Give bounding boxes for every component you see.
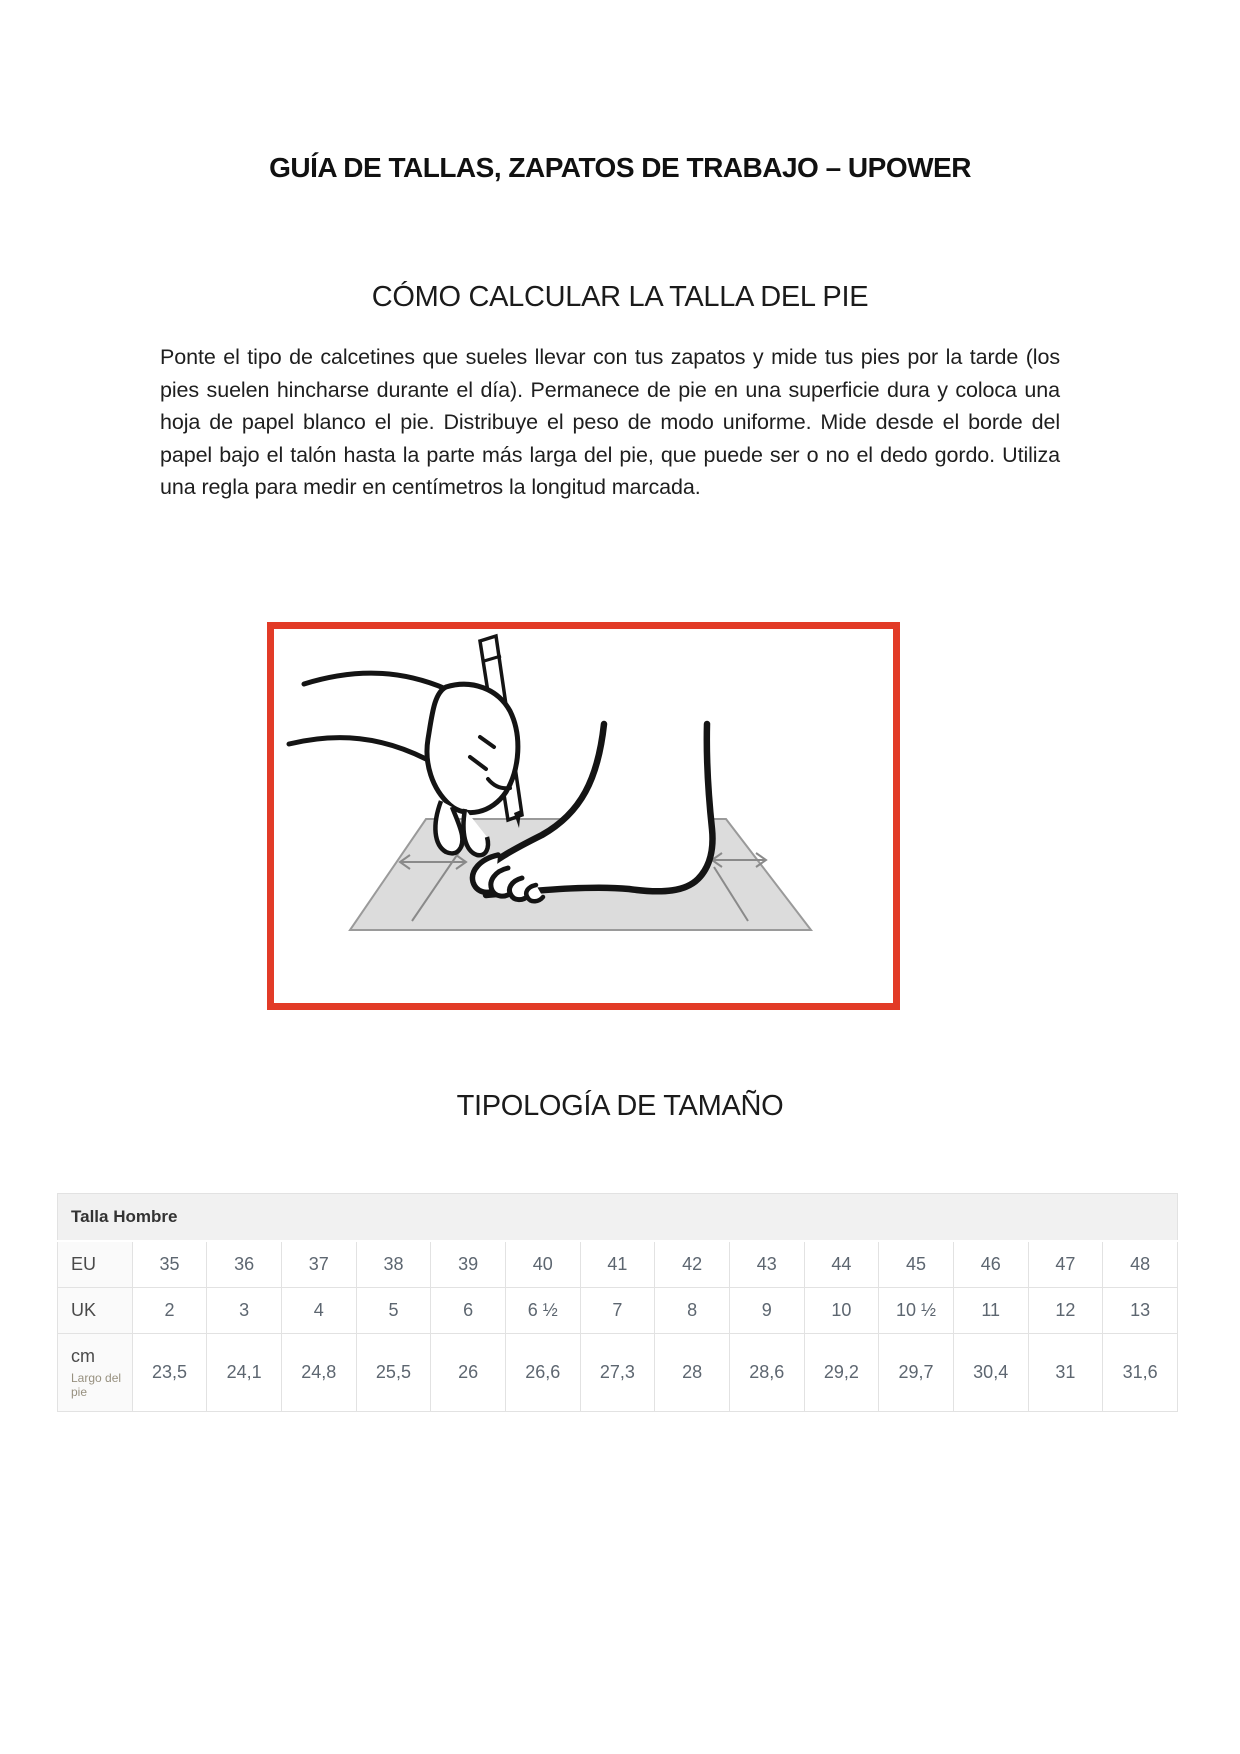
size-cell: 28 <box>655 1334 730 1412</box>
size-cell: 13 <box>1103 1288 1178 1334</box>
size-cell: 31,6 <box>1103 1334 1178 1412</box>
size-cell: 10 ½ <box>879 1288 954 1334</box>
size-cell: 9 <box>729 1288 804 1334</box>
how-to-measure-paragraph: Ponte el tipo de calcetines que sueles llevar con tus zapatos y mide tus pies por la tarde (los pies suelen hincharse durante el día). Permanece de pie en una superficie dura y coloca una hoja de papel blanco el pie. Distribuye el peso de modo uniforme. Mide desde el borde del papel bajo el talón hasta la parte más larga del pie, que puede ser o no el dedo gordo. Utiliza una regla para medir en centímetros la longitud marcada. <box>160 345 1060 499</box>
size-cell: 2 <box>132 1288 207 1334</box>
size-cell: 24,1 <box>207 1334 282 1412</box>
size-cell: 6 <box>431 1288 506 1334</box>
foot-measurement-illustration <box>274 629 893 1003</box>
size-cell: 11 <box>953 1288 1028 1334</box>
size-cell: 42 <box>655 1241 730 1288</box>
size-cell: 37 <box>281 1241 356 1288</box>
size-cell: 4 <box>281 1288 356 1334</box>
size-cell: 3 <box>207 1288 282 1334</box>
size-cell: 29,2 <box>804 1334 879 1412</box>
section-heading-typology: TIPOLOGÍA DE TAMAÑO <box>456 1090 784 1122</box>
size-cell: 7 <box>580 1288 655 1334</box>
size-table-row-uk <box>58 1288 1178 1334</box>
size-cell: 25,5 <box>356 1334 431 1412</box>
size-cell: 44 <box>804 1241 879 1288</box>
page-title: GUÍA DE TALLAS, ZAPATOS DE TRABAJO – UPOWER <box>269 152 971 183</box>
size-table-title: Talla Hombre <box>58 1194 1178 1242</box>
size-cell: 45 <box>879 1241 954 1288</box>
size-cell: 30,4 <box>953 1334 1028 1412</box>
size-cell: 39 <box>431 1241 506 1288</box>
foot-measurement-figure <box>267 622 900 1010</box>
size-cell: 41 <box>580 1241 655 1288</box>
size-cell: 26 <box>431 1334 506 1412</box>
row-label: cm Largo del pie <box>58 1334 133 1412</box>
size-table-header-row <box>58 1194 1178 1242</box>
row-sublabel: Largo del pie <box>71 1371 122 1399</box>
size-cell: 43 <box>729 1241 804 1288</box>
size-cell: 8 <box>655 1288 730 1334</box>
size-cell: 35 <box>132 1241 207 1288</box>
size-cell: 28,6 <box>729 1334 804 1412</box>
size-cell: 46 <box>953 1241 1028 1288</box>
size-cell: 31 <box>1028 1334 1103 1412</box>
size-table-row-cm <box>58 1334 1178 1412</box>
size-table-container <box>57 1193 1178 1412</box>
size-cell: 24,8 <box>281 1334 356 1412</box>
size-cell: 23,5 <box>132 1334 207 1412</box>
row-label: EU <box>58 1241 133 1288</box>
row-label: UK <box>58 1288 133 1334</box>
size-cell: 5 <box>356 1288 431 1334</box>
size-cell: 47 <box>1028 1241 1103 1288</box>
size-cell: 29,7 <box>879 1334 954 1412</box>
size-table-body <box>58 1241 1178 1412</box>
size-cell: 36 <box>207 1241 282 1288</box>
size-table-row-eu <box>58 1241 1178 1288</box>
size-cell: 38 <box>356 1241 431 1288</box>
section-heading-how-to-measure: CÓMO CALCULAR LA TALLA DEL PIE <box>371 281 869 313</box>
size-cell: 48 <box>1103 1241 1178 1288</box>
size-cell: 10 <box>804 1288 879 1334</box>
size-cell: 12 <box>1028 1288 1103 1334</box>
size-cell: 27,3 <box>580 1334 655 1412</box>
size-cell: 6 ½ <box>505 1288 580 1334</box>
size-cell: 26,6 <box>505 1334 580 1412</box>
size-table <box>57 1193 1178 1412</box>
size-cell: 40 <box>505 1241 580 1288</box>
